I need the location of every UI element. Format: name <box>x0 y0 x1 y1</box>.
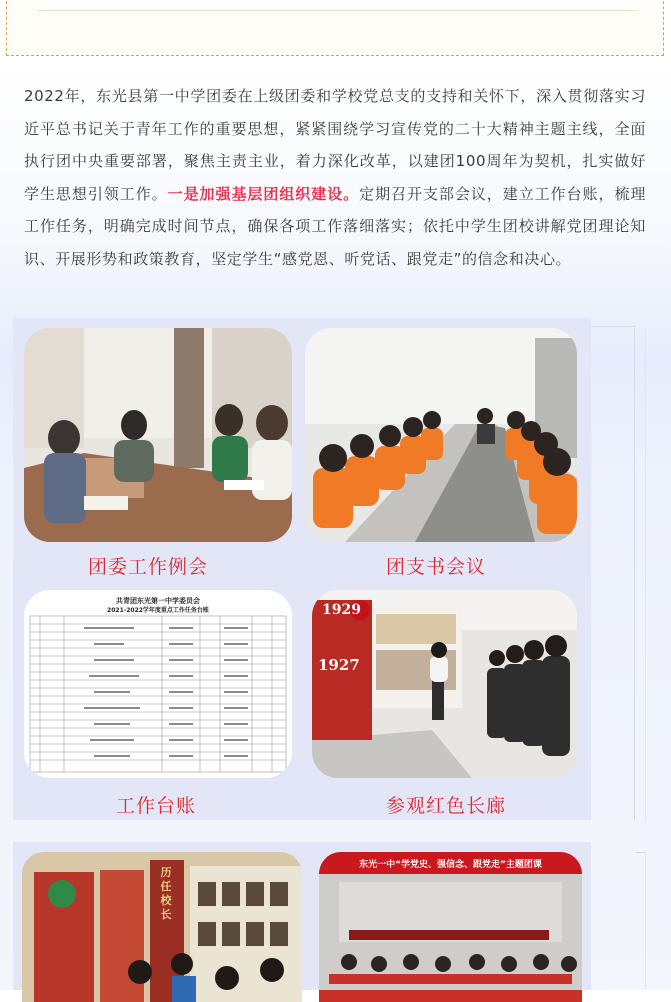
paragraph-highlight: 一是加强基层团组织建设。 <box>167 184 360 203</box>
paragraph-text-continued: 定期召开支部会议，建立工作台账，梳理工作任务，明确完成时间节点，确保各项工作落细落实；依托中学生团校讲解党团理论知识、开展形势和政策教育，坚定学生“感党恩、听党话、跟党走”的信念和决心。 <box>24 184 647 268</box>
ledger-table <box>24 590 292 778</box>
paragraph-text: 2022年，东光县第一中学团委在上级团委和学校党总支的支持和关怀下，深入贯彻落实习近平总书记关于青年工作的重要思想，紧紧围绕学习宣传党的二十大精神主题主线，全面执行团中央重要部署，聚焦主责主业，着力深化改革，以建团100周年为契机，扎实做好学生思想引领工作。 <box>24 87 646 203</box>
gallery-year-1927: 1927 <box>318 656 360 674</box>
photo-work-ledger <box>24 590 292 778</box>
header-text-strip <box>37 0 637 11</box>
board-edge <box>634 326 635 820</box>
history-board-label: 历任校长 <box>160 866 172 921</box>
caption-league-committee-meeting: 团委工作例会 <box>87 556 208 578</box>
board-edge <box>645 852 646 990</box>
gallery-year-1929: 1929 <box>322 602 361 618</box>
caption-red-corridor-visit: 参观红色长廊 <box>385 795 506 817</box>
photo-league-committee-meeting <box>24 328 292 542</box>
board-edge <box>645 326 646 820</box>
lecture-banner: 东光一中“学党史、强信念、跟党走”主题团课 <box>359 860 542 870</box>
photo-branch-secretary-meeting <box>305 328 577 542</box>
board-edge <box>591 326 635 327</box>
caption-branch-secretary-meeting: 团支书会议 <box>385 556 486 578</box>
photo-history-wall <box>22 852 302 1002</box>
caption-work-ledger: 工作台账 <box>115 795 196 817</box>
header-frame <box>6 0 664 56</box>
ledger-title: 共青团东光第一中学委员会 <box>116 597 200 605</box>
ledger-subtitle: 2021-2022学年度重点工作任务台账 <box>107 607 209 614</box>
photo-themed-lecture <box>319 852 582 1002</box>
intro-paragraph <box>24 80 646 275</box>
photo-red-corridor-visit <box>312 590 577 778</box>
